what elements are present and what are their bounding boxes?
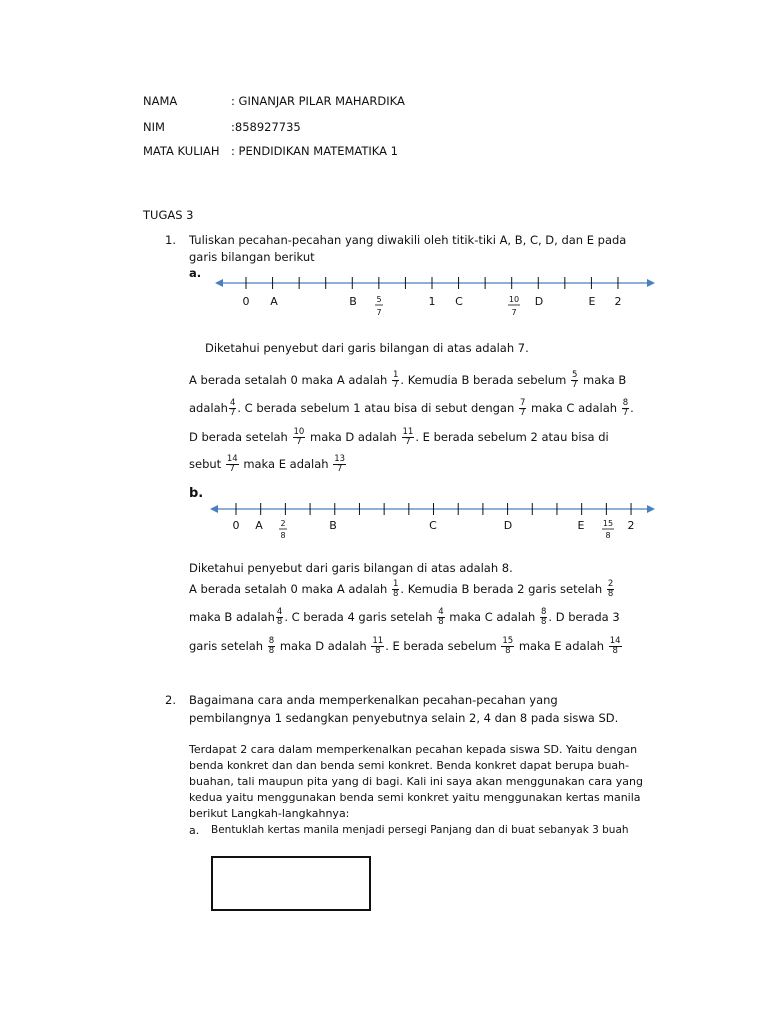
arrow-right-icon: [647, 505, 655, 513]
q2-text-line1: Bagaimana cara anda memperkenalkan pecahan-pecahan yang: [189, 693, 558, 707]
fraction: [229, 399, 236, 418]
fraction: [276, 608, 283, 627]
tick-frac-2-8-den: 8: [280, 531, 286, 540]
arrow-left-icon: [215, 279, 223, 287]
q2-step-a-text: Bentuklah kertas manila menjadi persegi Panjang dan di buat sebanyak 3 buah: [211, 824, 629, 836]
tick-frac-2-8-num: 2: [280, 519, 286, 528]
text: A berada setalah 0 maka A adalah: [189, 582, 388, 596]
fraction-den: 7: [519, 408, 526, 418]
fraction: [609, 637, 622, 656]
fraction: [622, 399, 629, 418]
tick-label-a: A: [255, 519, 263, 532]
fraction-den: 8: [505, 646, 511, 656]
arrow-right-icon: [647, 279, 655, 287]
text: adalah: [189, 401, 228, 415]
fraction-den: 7: [622, 408, 629, 418]
fraction: [392, 371, 399, 390]
fraction: [268, 637, 275, 656]
fraction-num: 7: [519, 398, 526, 408]
q2-answer-line1: Terdapat 2 cara dalam memperkenalkan pecahan kepada siswa SD. Yaitu dengan: [189, 743, 638, 756]
fraction: [607, 580, 614, 599]
number-line-a: [215, 272, 655, 324]
fraction-den: 8: [276, 617, 283, 627]
fraction-num: 4: [229, 398, 236, 408]
text: maka E adalah: [243, 457, 329, 471]
tick-label-1: 1: [428, 295, 436, 308]
text: . E berada sebelum 2 atau bisa di: [415, 430, 609, 444]
text: maka D adalah: [310, 430, 397, 444]
part-b-line3: [189, 637, 623, 656]
text: . C berada 4 garis setelah: [284, 610, 433, 624]
text: maka E adalah: [518, 639, 605, 653]
part-a-line4: [189, 455, 347, 474]
nama-value: : GINANJAR PILAR MAHARDIKA: [231, 94, 405, 108]
tick-label-e: E: [588, 295, 596, 308]
fraction-den: 8: [438, 617, 444, 627]
part-a-intro: Diketahui penyebut dari garis bilangan di atas adalah 7.: [205, 341, 529, 355]
fraction-den: 7: [405, 437, 411, 447]
fraction: [392, 580, 399, 599]
text: D berada setelah: [189, 430, 288, 444]
fraction: [293, 428, 306, 447]
text: . E berada sebelum: [385, 639, 497, 653]
tick-frac-5-7-num: 5: [376, 295, 382, 304]
fraction: [519, 399, 526, 418]
nama-label: NAMA: [143, 94, 178, 108]
fraction-den: 7: [392, 380, 399, 390]
fraction-num: 1: [392, 579, 399, 589]
text: maka C adalah: [449, 610, 536, 624]
fraction-num: 8: [540, 607, 547, 617]
text: maka C adalah: [531, 401, 618, 415]
part-a-line2: [189, 399, 634, 418]
fraction-num: 5: [571, 370, 578, 380]
tick-frac-10-7-den: 7: [511, 308, 517, 317]
fraction-den: 7: [229, 408, 236, 418]
tick-label-c: C: [429, 519, 437, 532]
fraction-num: 2: [607, 579, 614, 589]
q2-answer-line4: kedua yaitu menggunakan benda semi konkret yaitu menggunakan kertas manila: [189, 791, 641, 804]
fraction-den: 8: [268, 646, 275, 656]
fraction: [571, 371, 578, 390]
text: . Kemudia B berada 2 garis setelah: [400, 582, 603, 596]
tick-label-0: 0: [242, 295, 250, 308]
nim-label: NIM: [143, 120, 165, 134]
tick-frac-15-8-den: 8: [605, 531, 611, 540]
q1-a-label: a.: [189, 266, 202, 280]
fraction-den: 8: [540, 617, 547, 627]
text: . Kemudia B berada sebelum: [400, 373, 567, 387]
fraction-den: 7: [571, 380, 578, 390]
fraction-num: 4: [276, 607, 283, 617]
fraction-num: 14: [609, 636, 621, 646]
tick-frac-15-8-num: 15: [602, 519, 614, 528]
q2-text-line2: pembilangnya 1 sedangkan penyebutnya selain 2, 4 dan 8 pada siswa SD.: [189, 711, 619, 725]
q2-answer-line5: berikut Langkah-langkahnya:: [189, 807, 350, 820]
text: maka B adalah: [189, 610, 275, 624]
fraction-den: 7: [296, 437, 302, 447]
fraction-num: 14: [226, 454, 238, 464]
fraction: [333, 455, 346, 474]
fraction-num: 15: [502, 636, 514, 646]
tick-label-2: 2: [627, 519, 635, 532]
fraction-den: 8: [612, 646, 618, 656]
part-b-intro: Diketahui penyebut dari garis bilangan di atas adalah 8.: [189, 561, 513, 575]
q1-text-line1: Tuliskan pecahan-pecahan yang diwakili oleh titik-tiki A, B, C, D, dan E pada: [189, 233, 627, 247]
text: . C berada sebelum 1 atau bisa di sebut dengan: [237, 401, 515, 415]
mata-kuliah-label: MATA KULIAH: [143, 144, 220, 158]
tick-label-e: E: [577, 519, 585, 532]
q1-b-label: b.: [189, 486, 204, 501]
tick-label-d: D: [534, 295, 544, 308]
fraction-den: 7: [336, 464, 343, 474]
text: garis setelah: [189, 639, 264, 653]
fraction: [501, 637, 514, 656]
part-b-line2: [189, 608, 620, 627]
arrow-left-icon: [210, 505, 218, 513]
manila-rectangle: [211, 856, 371, 911]
fraction: [226, 455, 239, 474]
mata-kuliah-value: : PENDIDIKAN MATEMATIKA 1: [231, 144, 398, 158]
fraction-num: 10: [293, 427, 305, 437]
fraction: [371, 637, 384, 656]
fraction-num: 1: [392, 370, 399, 380]
text: . D berada 3: [548, 610, 620, 624]
text: maka B: [583, 373, 627, 387]
fraction-den: 8: [607, 589, 614, 599]
number-line-a-svg: [215, 272, 655, 324]
tick-label-a: A: [270, 295, 278, 308]
q2-step-a-label: a.: [189, 824, 200, 837]
tick-frac-10-7-num: 10: [508, 295, 520, 304]
tick-frac-5-7-den: 7: [376, 308, 382, 317]
fraction-num: 4: [438, 607, 444, 617]
q2-answer-line3: buahan, tali maupun pita yang di bagi. Kali ini saya akan menggunakan cara yang: [189, 775, 644, 788]
fraction-num: 8: [622, 398, 629, 408]
fraction-num: 8: [268, 636, 275, 646]
text: maka D adalah: [279, 639, 367, 653]
number-line-b: [210, 500, 655, 544]
number-line-b-svg: [210, 500, 655, 544]
fraction: [540, 608, 547, 627]
fraction-den: 7: [229, 464, 235, 474]
tick-label-b: B: [329, 519, 337, 532]
fraction-num: 11: [372, 636, 384, 646]
text: sebut: [189, 457, 222, 471]
tick-label-2: 2: [614, 295, 622, 308]
tick-label-0: 0: [232, 519, 240, 532]
part-b-line1: [189, 580, 615, 599]
q2-number: 2.: [165, 693, 176, 707]
nim-value: :858927735: [231, 120, 301, 134]
q1-number: 1.: [165, 233, 176, 247]
fraction: [437, 608, 444, 627]
text: A berada setalah 0 maka A adalah: [189, 373, 388, 387]
fraction-num: 13: [334, 454, 346, 464]
fraction-den: 8: [392, 589, 399, 599]
part-a-line3: [189, 428, 609, 447]
part-a-line1: [189, 371, 626, 390]
tugas-title: TUGAS 3: [143, 208, 194, 222]
fraction: [402, 428, 415, 447]
q1-text-line2: garis bilangan berikut: [189, 250, 315, 264]
tick-label-b: B: [349, 295, 357, 308]
q2-answer-line2: benda konkret dan dan benda semi konkret. Benda konkret dapat berupa buah-: [189, 759, 630, 772]
tick-label-d: D: [503, 519, 513, 532]
fraction-den: 8: [375, 646, 381, 656]
tick-label-c: C: [455, 295, 463, 308]
fraction-num: 11: [402, 427, 414, 437]
text: .: [630, 401, 634, 415]
